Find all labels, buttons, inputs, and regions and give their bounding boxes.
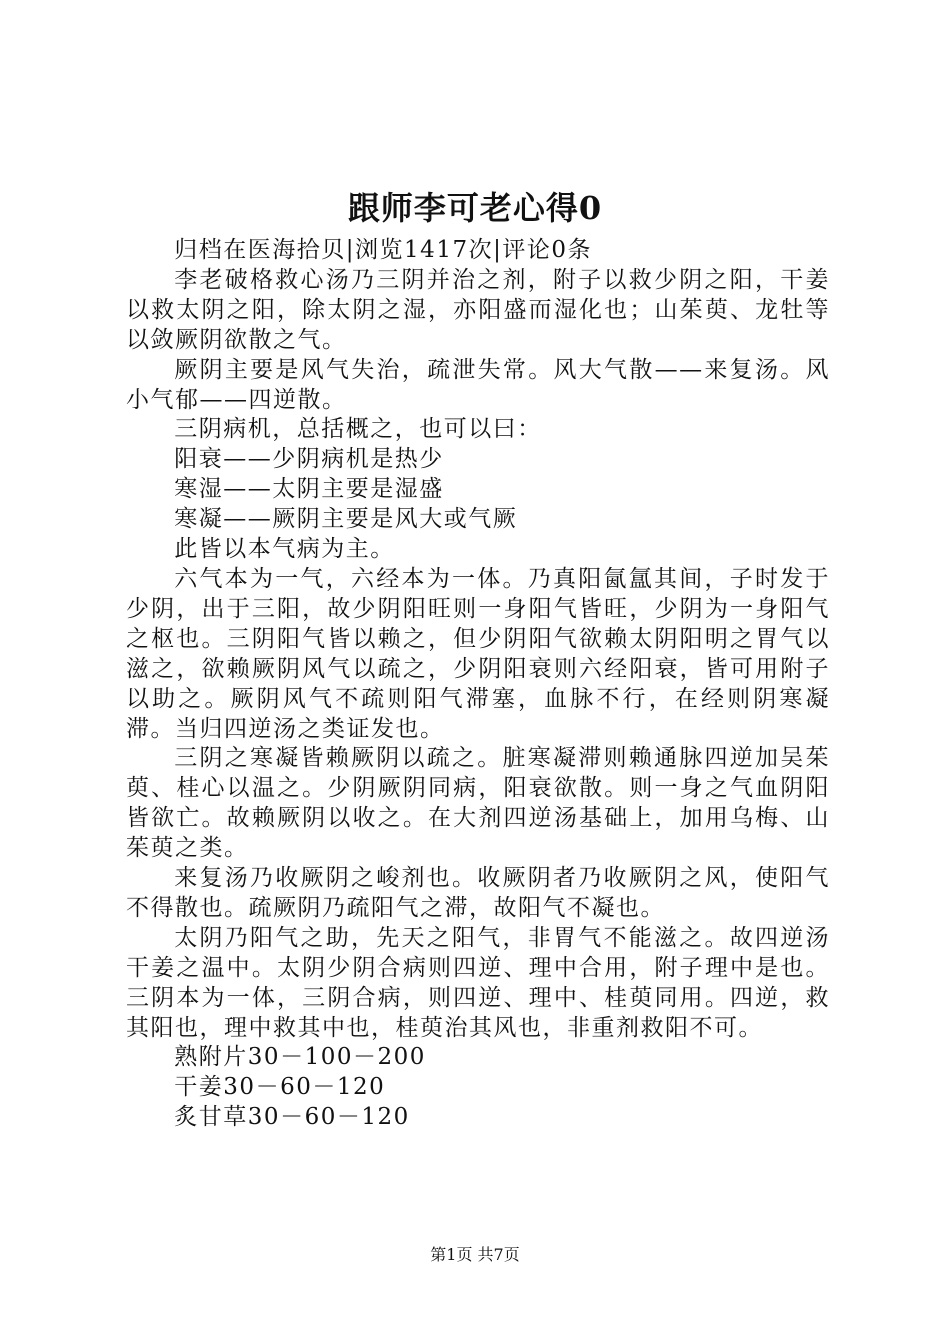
paragraph: 寒凝——厥阴主要是风大或气厥 <box>174 506 518 533</box>
document-title: 跟师李可老心得0 <box>347 189 603 227</box>
paragraph: 三阴之寒凝皆赖厥阴以疏之。脏寒凝滞则赖通脉四逆加吴茱萸、桂心以温之。少阴厥阴同病，阳衰欲散。则一身之气血阴阳皆欲亡。故赖厥阴以收之。在大剂四逆汤基础上，加用乌梅、山茱萸之类。 <box>126 745 830 862</box>
paragraph: 阳衰——少阴病机是热少 <box>174 446 444 473</box>
dosage-line: 熟附片30－100－200 <box>174 1044 426 1071</box>
paragraph: 三阴病机，总括概之，也可以曰： <box>174 416 542 443</box>
paragraph: 六气本为一气，六经本为一体。乃真阳氤氲其间，子时发于少阴，出于三阳，故少阴阳旺则一身阳气皆旺，少阴为一身阳气之枢也。三阴阳气皆以赖之，但少阴阳气欲赖太阴阳明之胃气以滋之，欲赖厥阴风气以疏之，少阴阳衰则六经阳衰，皆可用附子以助之。厥阴风气不疏则阳气滞塞，血脉不行，在经则阴寒凝滞。当归四逆汤之类证发也。 <box>126 565 830 742</box>
dosage-line: 干姜30－60－120 <box>174 1074 386 1101</box>
paragraph: 此皆以本气病为主。 <box>174 536 395 563</box>
archive-info-line: 归档在医海拾贝|浏览1417次|评论0条 <box>174 237 592 263</box>
paragraph: 来复汤乃收厥阴之峻剂也。收厥阴者乃收厥阴之风，使阳气不得散也。疏厥阴乃疏阳气之滞，故阳气不凝也。 <box>126 865 830 921</box>
paragraph: 厥阴主要是风气失治，疏泄失常。风大气散——来复汤。风小气郁——四逆散。 <box>126 356 830 413</box>
paragraph: 太阴乃阳气之助，先天之阳气，非胃气不能滋之。故四逆汤干姜之温中。太阴少阴合病则四逆、理中合用，附子理中是也。三阴本为一体，三阴合病，则四逆、理中、桂萸同用。四逆，救其阳也，理中救其中也，桂萸治其风也，非重剂救阳不可。 <box>126 924 830 1041</box>
document-body <box>126 236 830 1133</box>
paragraph: 李老破格救心汤乃三阴并治之剂，附子以救少阴之阳，干姜以救太阴之阳，除太阴之湿，亦阳盛而湿化也；山茱萸、龙牡等以敛厥阴欲散之气。 <box>126 266 830 353</box>
dosage-line: 炙甘草30－60－120 <box>174 1104 410 1131</box>
page-footer: 第1页 共7页 <box>430 1245 520 1264</box>
paragraph: 寒湿——太阴主要是湿盛 <box>174 476 444 503</box>
